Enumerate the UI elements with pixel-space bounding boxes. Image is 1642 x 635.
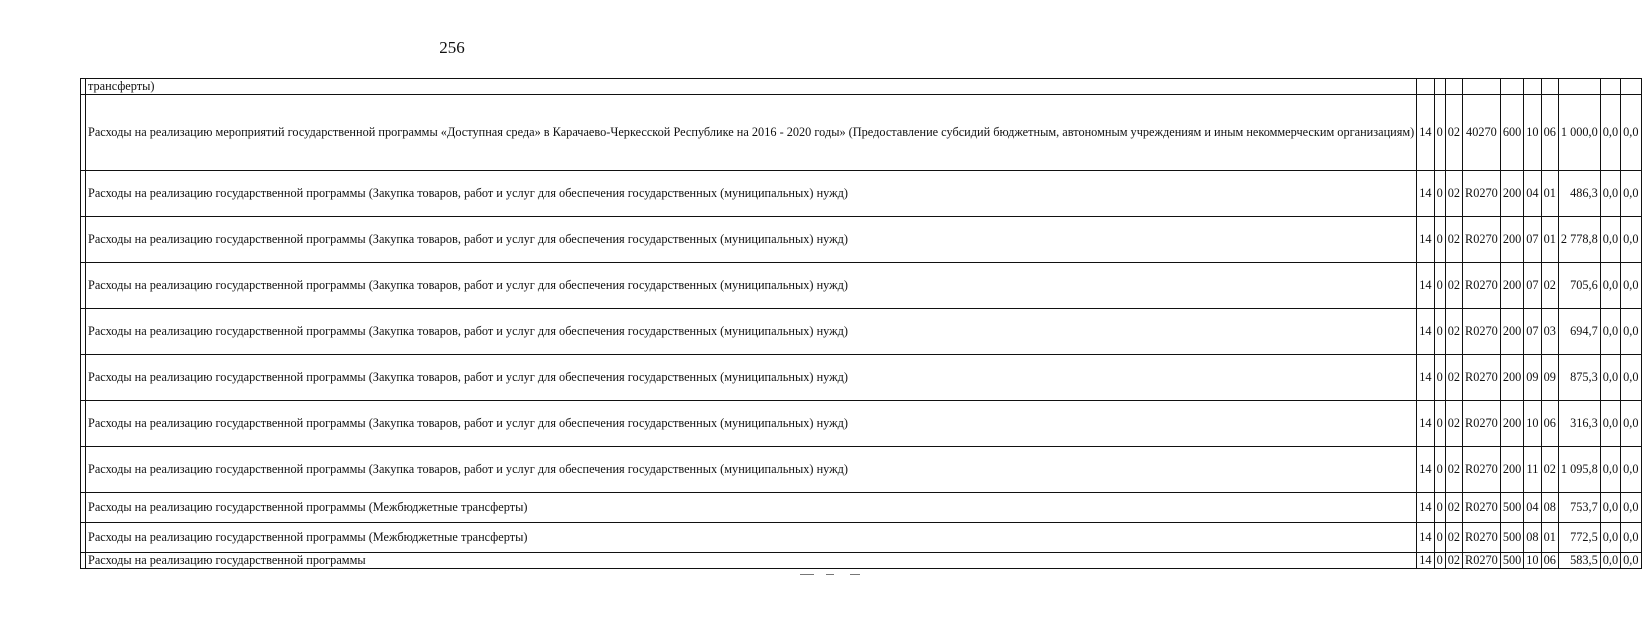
cell-c3: 02: [1445, 171, 1462, 217]
cell-c1: 14: [1417, 523, 1434, 553]
cell-c5: 200: [1500, 447, 1523, 493]
cell-c1: 14: [1417, 309, 1434, 355]
cell-v2: 0,0: [1600, 217, 1620, 263]
cell-c4: R0270: [1463, 263, 1501, 309]
cell-c1: 14: [1417, 217, 1434, 263]
table-row: [81, 493, 1642, 523]
row-description: Расходы на реализацию государственной программы (Закупка товаров, работ и услуг для обеспечения государственных (муниципальных) нужд): [86, 401, 1417, 447]
cell-c7: 03: [1541, 309, 1558, 355]
cell-c2: 0: [1434, 553, 1445, 569]
row-description: Расходы на реализацию государственной программы (Закупка товаров, работ и услуг для обеспечения государственных (муниципальных) нужд): [86, 309, 1417, 355]
cell-c1: 14: [1417, 493, 1434, 523]
cell-v1: 486,3: [1558, 171, 1600, 217]
cell-c3: 02: [1445, 553, 1462, 569]
cell-c6: 10: [1524, 553, 1541, 569]
cell-v3: 0,0: [1621, 171, 1641, 217]
cell-c7: 01: [1541, 171, 1558, 217]
cell-c4: R0270: [1463, 523, 1501, 553]
cell-v2: 0,0: [1600, 263, 1620, 309]
cell-v1: 316,3: [1558, 401, 1600, 447]
cell-v1: 705,6: [1558, 263, 1600, 309]
row-description: Расходы на реализацию государственной программы (Закупка товаров, работ и услуг для обеспечения государственных (муниципальных) нужд): [86, 447, 1417, 493]
continuation-text: трансферты): [86, 79, 1417, 95]
cell-v2: 0,0: [1600, 553, 1620, 569]
cell-c2: 0: [1434, 95, 1445, 171]
cell-c7: 01: [1541, 523, 1558, 553]
cell-v3: 0,0: [1621, 401, 1641, 447]
cell-v3: 0,0: [1621, 523, 1641, 553]
cell-c1: 14: [1417, 553, 1434, 569]
cell-c1: 14: [1417, 447, 1434, 493]
row-description: Расходы на реализацию государственной программы (Межбюджетные трансферты): [86, 523, 1417, 553]
cell-v3: 0,0: [1621, 447, 1641, 493]
cell-c2: 0: [1434, 493, 1445, 523]
cell-c5: 600: [1500, 95, 1523, 171]
cell-c7: 06: [1541, 401, 1558, 447]
cell-c1: 14: [1417, 401, 1434, 447]
cell-c2: 0: [1434, 523, 1445, 553]
cell-c7: 08: [1541, 493, 1558, 523]
cell-v1: 875,3: [1558, 355, 1600, 401]
cell-c3: 02: [1445, 263, 1462, 309]
row-description: Расходы на реализацию государственной программы (Закупка товаров, работ и услуг для обеспечения государственных (муниципальных) нужд): [86, 217, 1417, 263]
row-description: Расходы на реализацию государственной программы (Закупка товаров, работ и услуг для обеспечения государственных (муниципальных) нужд): [86, 355, 1417, 401]
scan-artifact: [826, 574, 834, 575]
cell-c1: 14: [1417, 355, 1434, 401]
cell-c4: R0270: [1463, 493, 1501, 523]
cell-c2: 0: [1434, 401, 1445, 447]
cell-c2: 0: [1434, 447, 1445, 493]
cell-c6: 04: [1524, 171, 1541, 217]
cell-c6: 04: [1524, 493, 1541, 523]
cell-c7: 02: [1541, 447, 1558, 493]
cell-c5: 200: [1500, 217, 1523, 263]
cell-v2: 0,0: [1600, 523, 1620, 553]
cell-c5: 500: [1500, 523, 1523, 553]
table-row: [81, 447, 1642, 493]
cell-v1: 694,7: [1558, 309, 1600, 355]
cell-c5: 200: [1500, 171, 1523, 217]
scan-artifact: [850, 574, 860, 575]
cell-c4: R0270: [1463, 355, 1501, 401]
table-row: [81, 95, 1642, 171]
budget-table: [80, 78, 1642, 569]
cell-c4: R0270: [1463, 401, 1501, 447]
cell-v2: 0,0: [1600, 95, 1620, 171]
cell-v2: 0,0: [1600, 493, 1620, 523]
cell-v2: 0,0: [1600, 171, 1620, 217]
row-description: Расходы на реализацию государственной программы (Закупка товаров, работ и услуг для обеспечения государственных (муниципальных) нужд): [86, 171, 1417, 217]
cell-c1: 14: [1417, 95, 1434, 171]
cell-c5: 500: [1500, 493, 1523, 523]
cell-c3: 02: [1445, 217, 1462, 263]
cell-c3: 02: [1445, 309, 1462, 355]
cell-v1: 2 778,8: [1558, 217, 1600, 263]
cell-v3: 0,0: [1621, 263, 1641, 309]
cell-c7: 06: [1541, 553, 1558, 569]
cell-c7: 02: [1541, 263, 1558, 309]
cell-c2: 0: [1434, 355, 1445, 401]
cell-v2: 0,0: [1600, 309, 1620, 355]
row-description: Расходы на реализацию государственной программы: [86, 553, 1417, 569]
cell-c5: 500: [1500, 553, 1523, 569]
cell-c2: 0: [1434, 171, 1445, 217]
cell-v3: 0,0: [1621, 553, 1641, 569]
cell-v1: 772,5: [1558, 523, 1600, 553]
cell-c2: 0: [1434, 263, 1445, 309]
cell-c6: 10: [1524, 401, 1541, 447]
cell-c4: 40270: [1463, 95, 1501, 171]
table-row: [81, 217, 1642, 263]
cell-v1: 1 000,0: [1558, 95, 1600, 171]
table-row: [81, 309, 1642, 355]
cell-c4: R0270: [1463, 171, 1501, 217]
cell-v2: 0,0: [1600, 355, 1620, 401]
cell-c6: 08: [1524, 523, 1541, 553]
cell-c4: R0270: [1463, 553, 1501, 569]
cell-c6: 11: [1524, 447, 1541, 493]
cell-c5: 200: [1500, 309, 1523, 355]
cell-v1: 1 095,8: [1558, 447, 1600, 493]
page-number: 256: [439, 38, 465, 57]
cell-c6: 07: [1524, 309, 1541, 355]
cell-c7: 09: [1541, 355, 1558, 401]
cell-v3: 0,0: [1621, 355, 1641, 401]
table-row: [81, 401, 1642, 447]
cell-c3: 02: [1445, 95, 1462, 171]
cell-c1: 14: [1417, 263, 1434, 309]
cell-c3: 02: [1445, 401, 1462, 447]
cell-c7: 06: [1541, 95, 1558, 171]
cell-c4: R0270: [1463, 217, 1501, 263]
cell-c5: 200: [1500, 263, 1523, 309]
table-row: [81, 355, 1642, 401]
cell-c2: 0: [1434, 309, 1445, 355]
cell-c4: R0270: [1463, 309, 1501, 355]
row-description: Расходы на реализацию мероприятий государственной программы «Доступная среда» в Карачаево-Черкесской Республике на 2016 - 2020 годы» (Предоставление субсидий бюджетным, автономным учреждениям и иным некоммерческим организациям): [86, 95, 1417, 171]
table-row: [81, 171, 1642, 217]
cell-c4: R0270: [1463, 447, 1501, 493]
cell-v2: 0,0: [1600, 401, 1620, 447]
cell-c1: 14: [1417, 171, 1434, 217]
row-description: Расходы на реализацию государственной программы (Межбюджетные трансферты): [86, 493, 1417, 523]
cell-v2: 0,0: [1600, 447, 1620, 493]
cell-c3: 02: [1445, 355, 1462, 401]
cell-v3: 0,0: [1621, 493, 1641, 523]
cell-v1: 753,7: [1558, 493, 1600, 523]
cell-c6: 10: [1524, 95, 1541, 171]
cell-v3: 0,0: [1621, 309, 1641, 355]
cell-c2: 0: [1434, 217, 1445, 263]
cell-c6: 07: [1524, 263, 1541, 309]
row-description: Расходы на реализацию государственной программы (Закупка товаров, работ и услуг для обеспечения государственных (муниципальных) нужд): [86, 263, 1417, 309]
table-row: [81, 263, 1642, 309]
cell-c3: 02: [1445, 493, 1462, 523]
scan-artifact: [800, 574, 814, 575]
table-row: [81, 523, 1642, 553]
continuation-row: [81, 79, 1642, 95]
cell-c5: 200: [1500, 355, 1523, 401]
cell-c3: 02: [1445, 523, 1462, 553]
cell-c6: 09: [1524, 355, 1541, 401]
cell-c7: 01: [1541, 217, 1558, 263]
cell-c3: 02: [1445, 447, 1462, 493]
cell-v1: 583,5: [1558, 553, 1600, 569]
table-row: [81, 553, 1642, 569]
cell-v3: 0,0: [1621, 217, 1641, 263]
cell-c6: 07: [1524, 217, 1541, 263]
cell-c5: 200: [1500, 401, 1523, 447]
cell-v3: 0,0: [1621, 95, 1641, 171]
